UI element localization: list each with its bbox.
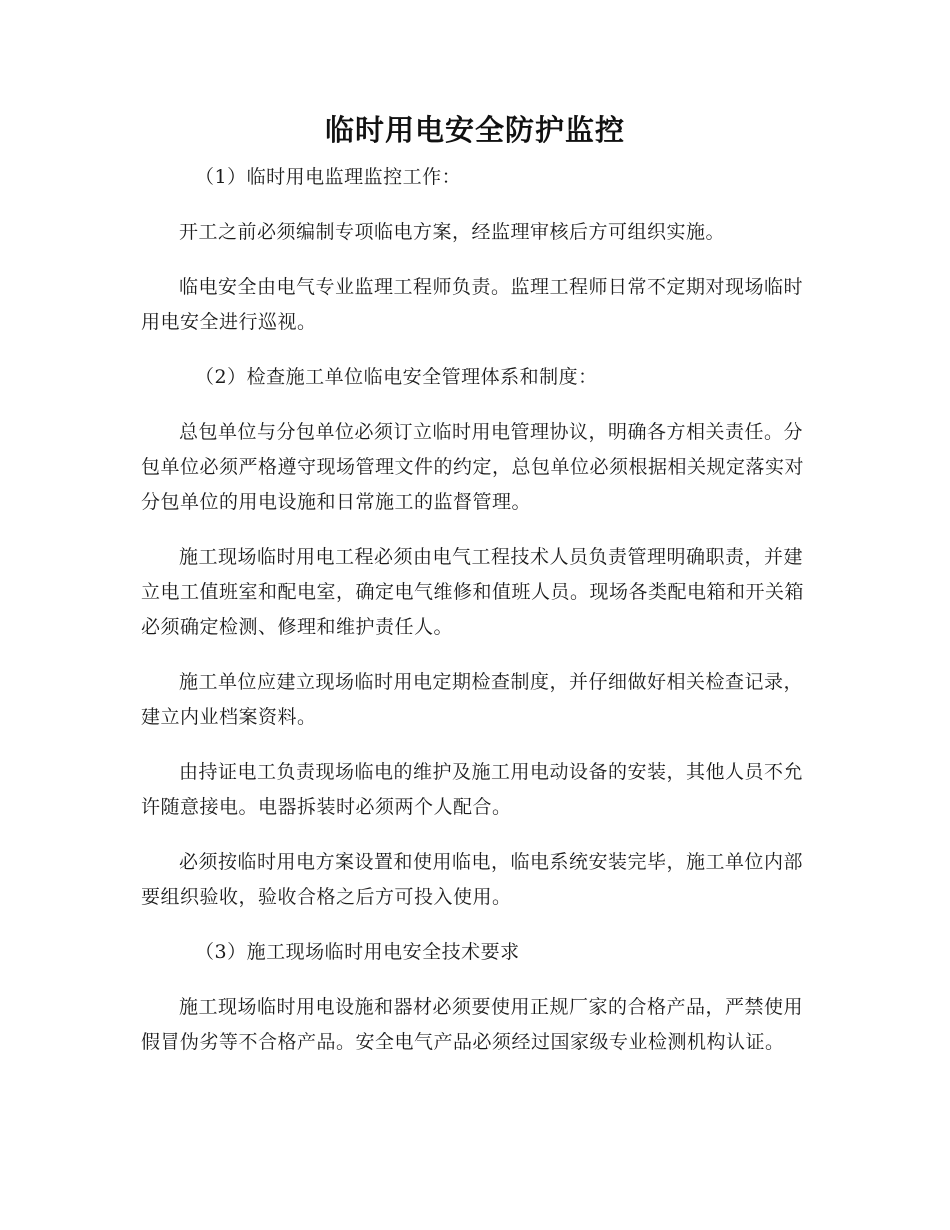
paragraph: 临电安全由电气专业监理工程师负责。监理工程师日常不定期对现场临时用电安全进行巡视。: [141, 276, 804, 333]
section-heading-2: （2）检查施工单位临电安全管理体系和制度：: [195, 366, 598, 388]
paragraph: 施工单位应建立现场临时用电定期检查制度，并仔细做好相关检查记录，建立内业档案资料。: [141, 671, 804, 728]
paragraph: 施工现场临时用电设施和器材必须要使用正规厂家的合格产品，严禁使用假冒伪劣等不合格产品。安全电气产品必须经过国家级专业检测机构认证。: [141, 996, 804, 1053]
paragraph: 总包单位与分包单位必须订立临时用电管理协议，明确各方相关责任。分包单位必须严格遵守现场管理文件的约定，总包单位必须根据相关规定落实对分包单位的用电设施和日常施工的监督管理。: [141, 421, 805, 513]
paragraph: 必须按临时用电方案设置和使用临电，临电系统安装完毕，施工单位内部要组织验收，验收合格之后方可投入使用。: [141, 851, 804, 908]
paragraph: 由持证电工负责现场临电的维护及施工用电动设备的安装，其他人员不允许随意接电。电器拆装时必须两个人配合。: [141, 761, 804, 818]
document-title: 临时用电安全防护监控: [324, 113, 625, 147]
paragraph: 开工之前必须编制专项临电方案，经监理审核后方可组织实施。: [179, 221, 726, 243]
section-heading-3: （3）施工现场临时用电安全技术要求: [195, 941, 520, 963]
document-body: [141, 160, 811, 1080]
section-heading-1: （1）临时用电监理监控工作：: [195, 166, 462, 188]
paragraph: 施工现场临时用电工程必须由电气工程技术人员负责管理明确职责，并建立电工值班室和配电室，确定电气维修和值班人员。现场各类配电箱和开关箱必须确定检测、修理和维护责任人。: [141, 546, 805, 638]
